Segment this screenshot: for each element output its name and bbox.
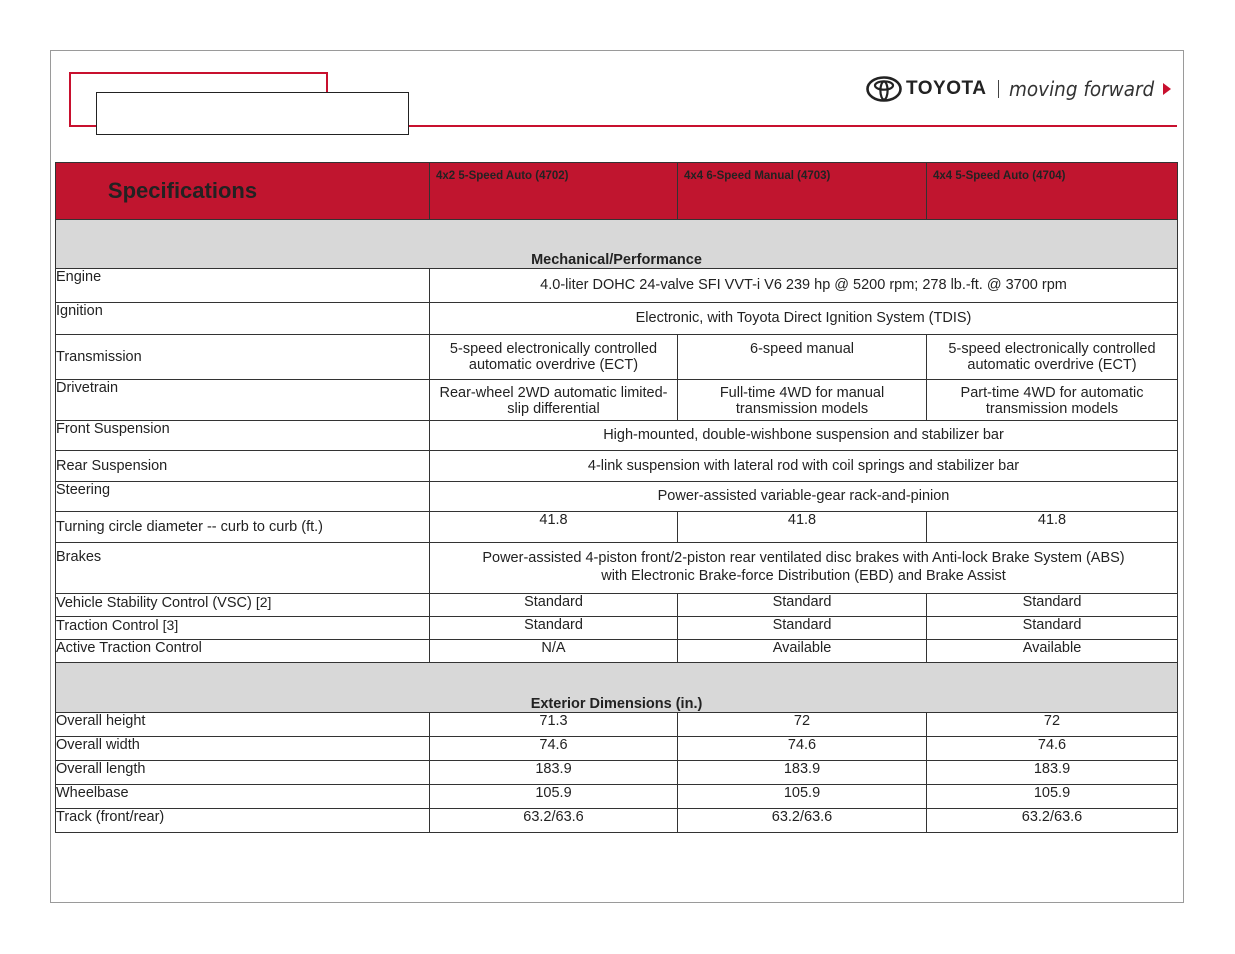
table-row [56,451,1178,482]
table-row [56,761,1178,785]
footnote-ref: [3] [162,617,179,633]
table-row [56,713,1178,737]
row-value: Standard [678,617,927,640]
row-value: 63.2/63.6 [430,809,678,833]
section-title: Mechanical/Performance [56,220,1178,269]
row-label: Steering [56,482,430,512]
row-value: 4.0-liter DOHC 24-valve SFI VVT-i V6 239 hp @ 5200 rpm; 278 lb.-ft. @ 3700 rpm [430,269,1178,303]
row-value: Full-time 4WD for manual transmission models [678,380,927,421]
table-row [56,380,1178,421]
brand-tagline: moving forward [1009,77,1155,101]
row-value: 183.9 [678,761,927,785]
arrow-right-icon [1163,83,1171,95]
row-label: Transmission [56,335,430,380]
row-value: 71.3 [430,713,678,737]
table-row [56,617,1178,640]
table-title: Specifications [56,163,430,220]
row-value: N/A [430,640,678,663]
brand-name: TOYOTA [906,78,987,99]
row-value: Power-assisted variable-gear rack-and-pinion [430,482,1178,512]
title-box [96,92,409,135]
footnote-ref: [2] [255,594,272,610]
row-value: Electronic, with Toyota Direct Ignition System (TDIS) [430,303,1178,335]
table-row [56,640,1178,663]
row-value: 41.8 [927,512,1178,543]
row-label: Brakes [56,543,430,594]
row-label: Ignition [56,303,430,335]
table-row [56,303,1178,335]
row-value: Available [927,640,1178,663]
table-row [56,543,1178,594]
toyota-emblem-icon [866,76,902,102]
row-label: Engine [56,269,430,303]
table-row [56,594,1178,617]
row-value: 41.8 [430,512,678,543]
row-value: 105.9 [678,785,927,809]
column-header: 4x4 6-Speed Manual (4703) [678,163,927,220]
row-value: Standard [430,617,678,640]
row-value: 63.2/63.6 [678,809,927,833]
section-title: Exterior Dimensions (in.) [56,663,1178,713]
row-label: Turning circle diameter -- curb to curb (ft.) [56,512,430,543]
row-label-text: Vehicle Stability Control (VSC) [56,595,252,611]
row-label [56,617,430,640]
row-value: Rear-wheel 2WD automatic limited-slip differential [430,380,678,421]
section-header-row [56,220,1178,269]
row-label: Track (front/rear) [56,809,430,833]
row-value: 72 [927,713,1178,737]
row-value: 63.2/63.6 [927,809,1178,833]
row-label: Active Traction Control [56,640,430,663]
row-label: Drivetrain [56,380,430,421]
row-value: 74.6 [430,737,678,761]
row-label: Overall height [56,713,430,737]
row-value: Available [678,640,927,663]
column-header: 4x2 5-Speed Auto (4702) [430,163,678,220]
row-value: 41.8 [678,512,927,543]
row-label: Overall length [56,761,430,785]
row-value: 6-speed manual [678,335,927,380]
table-row [56,512,1178,543]
row-value: 105.9 [430,785,678,809]
row-label-text: Traction Control [56,618,159,634]
row-value: Standard [430,594,678,617]
table-row [56,785,1178,809]
row-value: 183.9 [927,761,1178,785]
table-row [56,335,1178,380]
table-row [56,482,1178,512]
row-value: 183.9 [430,761,678,785]
row-value: 4-link suspension with lateral rod with coil springs and stabilizer bar [430,451,1178,482]
row-value: 74.6 [927,737,1178,761]
table-header-row [56,163,1178,220]
column-header: 4x4 5-Speed Auto (4704) [927,163,1178,220]
row-label [56,594,430,617]
row-label: Rear Suspension [56,451,430,482]
table-row [56,269,1178,303]
row-value: 72 [678,713,927,737]
specifications-table [55,162,1178,833]
row-value: Standard [927,594,1178,617]
row-value: 5-speed electronically controlled automatic overdrive (ECT) [430,335,678,380]
table-row [56,809,1178,833]
table-row [56,421,1178,451]
row-value: High-mounted, double-wishbone suspension and stabilizer bar [430,421,1178,451]
row-value: Standard [927,617,1178,640]
row-value: Power-assisted 4-piston front/2-piston rear ventilated disc brakes with Anti-lock Brake System (ABS) with Electronic Brake-force Distribution (EBD) and Brake Assist [430,543,1178,594]
brand-logo [866,73,1171,105]
row-value: 105.9 [927,785,1178,809]
row-label: Wheelbase [56,785,430,809]
table-row [56,737,1178,761]
row-label: Front Suspension [56,421,430,451]
row-value: Part-time 4WD for automatic transmission models [927,380,1178,421]
row-value: Standard [678,594,927,617]
section-header-row [56,663,1178,713]
row-value: 74.6 [678,737,927,761]
row-value: 5-speed electronically controlled automatic overdrive (ECT) [927,335,1178,380]
brand-separator [998,80,999,98]
row-label: Overall width [56,737,430,761]
